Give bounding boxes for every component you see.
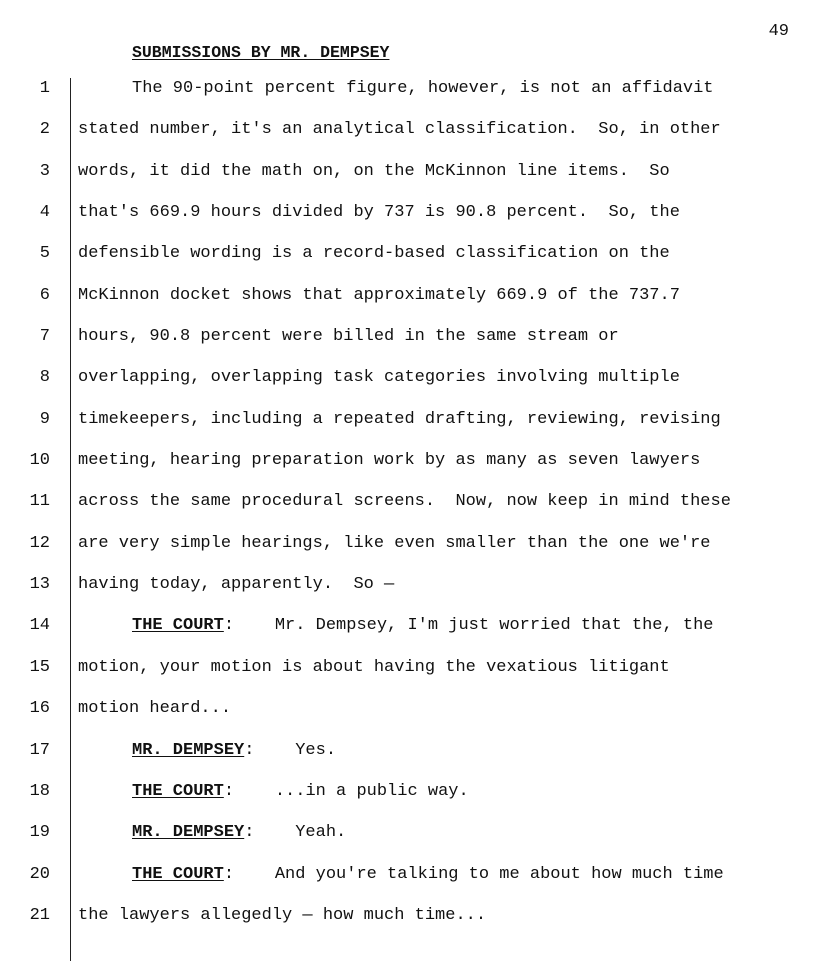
line-number: 20 (29, 864, 50, 884)
transcript-line (0, 316, 817, 357)
line-text (78, 895, 486, 936)
transcript-line (0, 109, 817, 150)
line-text (78, 688, 231, 729)
line-body: having today, apparently. So — (78, 575, 395, 595)
line-text (132, 771, 469, 812)
line-body: defensible wording is a record-based classification on the (78, 244, 670, 264)
line-body: : Yeah. (244, 823, 347, 843)
section-heading: SUBMISSIONS BY MR. DEMPSEY (132, 43, 390, 62)
line-body: : ...in a public way. (223, 781, 469, 801)
transcript-line (0, 357, 817, 398)
line-number: 18 (29, 781, 50, 801)
line-text (78, 275, 680, 316)
transcript-line (0, 605, 817, 646)
line-text (78, 357, 680, 398)
line-body: overlapping, overlapping task categories involving multiple (78, 368, 680, 388)
transcript-line (0, 812, 817, 853)
line-number: 10 (29, 451, 50, 471)
line-text (132, 68, 714, 109)
line-number: 12 (29, 533, 50, 553)
line-text (78, 151, 670, 192)
line-body: The 90-point percent figure, however, is not an affidavit (132, 79, 714, 98)
line-text (78, 399, 721, 440)
line-body: stated number, it's an analytical classification. So, in other (78, 120, 721, 140)
line-body: across the same procedural screens. Now, now keep in mind these (78, 492, 731, 512)
line-body: words, it did the math on, on the McKinnon line items. So (78, 161, 670, 181)
speaker-label: THE COURT (132, 864, 224, 884)
line-text (132, 730, 336, 771)
line-number: 5 (39, 244, 50, 264)
line-body: are very simple hearings, like even smaller than the one we're (78, 533, 711, 553)
line-number: 4 (39, 203, 50, 223)
line-number: 21 (29, 905, 50, 925)
line-text (78, 440, 700, 481)
line-body: meeting, hearing preparation work by as many as seven lawyers (78, 451, 701, 471)
line-text (132, 812, 346, 853)
line-number: 3 (39, 161, 50, 181)
line-text (78, 481, 731, 522)
line-text (78, 192, 680, 233)
line-body: that's 669.9 hours divided by 737 is 90.8 percent. So, the (78, 203, 680, 223)
line-body: the lawyers allegedly — how much time... (78, 905, 487, 925)
transcript-line (0, 481, 817, 522)
line-text (78, 109, 721, 150)
transcript-line (0, 895, 817, 936)
transcript-line (0, 440, 817, 481)
speaker-label: THE COURT (132, 781, 224, 801)
line-text (78, 233, 670, 274)
page-number: 49 (768, 22, 789, 41)
line-number: 8 (39, 368, 50, 388)
line-number: 19 (29, 823, 50, 843)
speaker-label: MR. DEMPSEY (132, 823, 245, 843)
line-body: timekeepers, including a repeated drafting, reviewing, revising (78, 409, 721, 429)
transcript-line (0, 688, 817, 729)
line-body: motion, your motion is about having the vexatious litigant (78, 657, 670, 677)
line-body: motion heard... (78, 699, 232, 719)
line-text (78, 316, 619, 357)
line-number: 7 (39, 327, 50, 347)
transcript-line (0, 151, 817, 192)
line-number: 16 (29, 699, 50, 719)
line-body: : Mr. Dempsey, I'm just worried that the, the (223, 616, 714, 636)
line-number: 9 (39, 409, 50, 429)
line-number: 15 (29, 657, 50, 677)
line-number: 17 (29, 740, 50, 760)
line-text (132, 854, 724, 895)
line-number: 2 (39, 120, 50, 140)
line-text (78, 523, 711, 564)
transcript-line (0, 730, 817, 771)
line-text (78, 564, 394, 605)
transcript-lines (0, 68, 817, 936)
transcript-line (0, 647, 817, 688)
line-body: McKinnon docket shows that approximately 669.9 of the 737.7 (78, 285, 680, 305)
transcript-line (0, 68, 817, 109)
line-number: 11 (29, 492, 50, 512)
line-number: 13 (29, 575, 50, 595)
line-number: 14 (29, 616, 50, 636)
transcript-line (0, 275, 817, 316)
line-text (78, 647, 670, 688)
line-number: 6 (39, 285, 50, 305)
transcript-line (0, 854, 817, 895)
transcript-line (0, 564, 817, 605)
speaker-label: MR. DEMPSEY (132, 740, 245, 760)
line-number: 1 (39, 79, 50, 98)
transcript-line (0, 771, 817, 812)
transcript-line (0, 399, 817, 440)
line-body: : And you're talking to me about how much time (223, 864, 724, 884)
line-text (132, 605, 714, 646)
line-body: hours, 90.8 percent were billed in the same stream or (78, 327, 619, 347)
transcript-line (0, 523, 817, 564)
speaker-label: THE COURT (132, 616, 224, 636)
transcript-line (0, 233, 817, 274)
transcript-line (0, 192, 817, 233)
line-body: : Yes. (244, 740, 337, 760)
